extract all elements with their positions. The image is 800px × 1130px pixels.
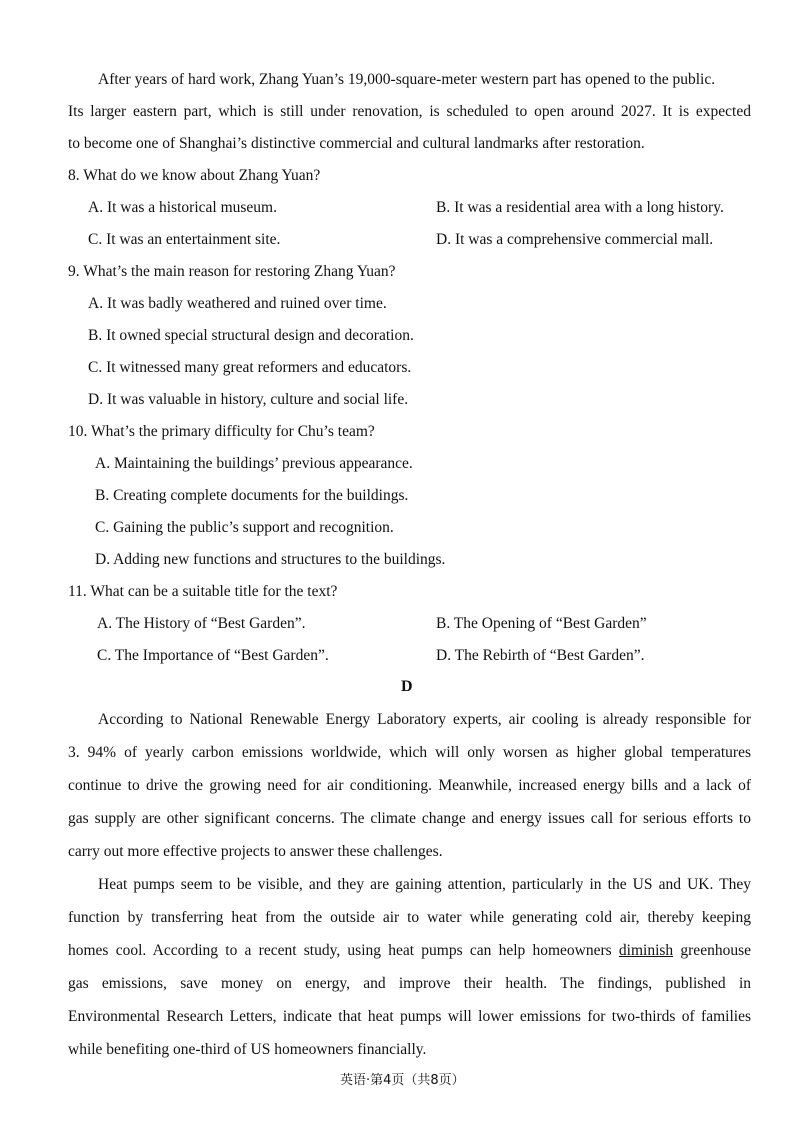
q11-option-d[interactable]: D. The Rebirth of “Best Garden”.	[436, 647, 645, 664]
d-p1-line-3: continue to drive the growing need for air conditioning. Meanwhile, increased energy bills and a lack of	[68, 777, 751, 794]
q8-option-d[interactable]: D. It was a comprehensive commercial mall.	[436, 231, 714, 248]
d-p2-line-5: Environmental Research Letters, indicate that heat pumps will lower emissions for two-thirds of families	[68, 1008, 751, 1025]
d-p1-line-5: carry out more effective projects to answer these challenges.	[68, 843, 443, 860]
d-p2-line-3-before: homes cool. According to a recent study, using heat pumps can help homeowners	[68, 942, 619, 959]
d-p1-line-4: gas supply are other significant concerns. The climate change and energy issues call for serious efforts to	[68, 810, 751, 827]
q11-stem: 11. What can be a suitable title for the text?	[68, 583, 338, 600]
q9-option-b[interactable]: B. It owned special structural design and decoration.	[88, 327, 414, 344]
q9-option-a[interactable]: A. It was badly weathered and ruined over time.	[88, 295, 387, 312]
q9-stem: 9. What’s the main reason for restoring Zhang Yuan?	[68, 263, 396, 280]
q10-stem: 10. What’s the primary difficulty for Chu’s team?	[68, 423, 375, 440]
d-p2-line-3-after: greenhouse	[673, 942, 751, 959]
q11-option-c[interactable]: C. The Importance of “Best Garden”.	[97, 647, 329, 664]
d-p2-line-4: gas emissions, save money on energy, and improve their health. The findings, published in	[68, 975, 751, 992]
passage-c-line-2: Its larger eastern part, which is still under renovation, is scheduled to open around 2027. It is expected	[68, 103, 751, 120]
d-p1-line-1: According to National Renewable Energy Laboratory experts, air cooling is already responsible for	[98, 711, 751, 728]
q9-option-d[interactable]: D. It was valuable in history, culture and social life.	[88, 391, 409, 408]
q11-option-a[interactable]: A. The History of “Best Garden”.	[97, 615, 306, 632]
passage-c-line-3: to become one of Shanghai’s distinctive commercial and cultural landmarks after restoration.	[68, 135, 645, 152]
d-p2-line-6: while benefiting one-third of US homeowners financially.	[68, 1041, 427, 1058]
q10-option-b[interactable]: B. Creating complete documents for the buildings.	[95, 487, 409, 504]
d-p1-line-2: 3. 94% of yearly carbon emissions worldwide, which will only worsen as higher global temperatures	[68, 744, 751, 761]
passage-c-line-1: After years of hard work, Zhang Yuan’s 19,000-square-meter western part has opened to the public.	[98, 71, 716, 88]
q8-option-a[interactable]: A. It was a historical museum.	[88, 199, 277, 216]
q8-option-b[interactable]: B. It was a residential area with a long history.	[436, 199, 724, 216]
q10-option-d[interactable]: D. Adding new functions and structures to the buildings.	[95, 551, 446, 568]
q10-option-a[interactable]: A. Maintaining the buildings’ previous appearance.	[95, 455, 413, 472]
d-p2-line-1: Heat pumps seem to be visible, and they are gaining attention, particularly in the US and UK. They	[98, 876, 751, 893]
q11-option-b[interactable]: B. The Opening of “Best Garden”	[436, 615, 647, 632]
q9-option-c[interactable]: C. It witnessed many great reformers and educators.	[88, 359, 412, 376]
q8-stem: 8. What do we know about Zhang Yuan?	[68, 167, 321, 184]
page-footer: 英语·第4页（共8页）	[340, 1073, 465, 1088]
section-d-heading: D	[401, 678, 413, 695]
d-p2-line-2: function by transferring heat from the outside air to water while generating cold air, thereby keeping	[68, 909, 751, 926]
q10-option-c[interactable]: C. Gaining the public’s support and recognition.	[95, 519, 394, 536]
d-p2-line-3	[68, 941, 751, 961]
underlined-word-diminish: diminish	[618, 942, 674, 959]
q8-option-c[interactable]: C. It was an entertainment site.	[88, 231, 281, 248]
